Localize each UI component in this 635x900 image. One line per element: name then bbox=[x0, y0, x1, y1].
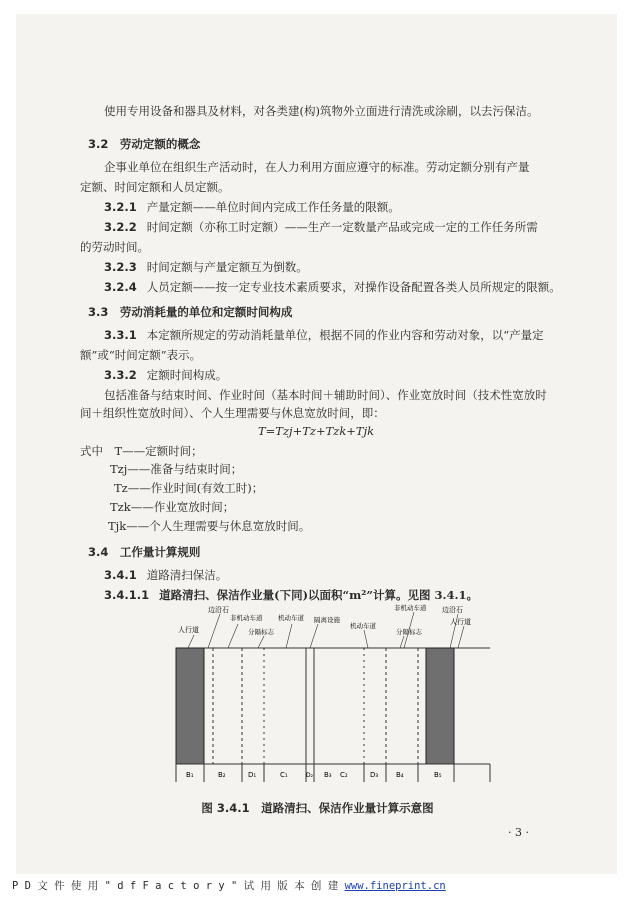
label-divider-left: 分隔标志 bbox=[248, 628, 274, 636]
formula-def-3: Tzk——作业宽放时间； bbox=[110, 500, 235, 514]
item-3-2-4 bbox=[104, 280, 561, 294]
dim-label-c2: C₂ bbox=[340, 771, 348, 779]
label-divider-right: 分隔标志 bbox=[396, 628, 422, 636]
s32-paragraph-line2: 定额、时间定额和人员定额。 bbox=[80, 180, 230, 194]
section-3-3-heading: 3.3 劳动消耗量的单位和定额时间构成 bbox=[88, 305, 293, 319]
item-3-3-1-cont: 额”或“时间定额”表示。 bbox=[80, 348, 202, 362]
label-sidewalk-right: 人行道 bbox=[450, 618, 471, 626]
dim-label-b4: B₄ bbox=[396, 771, 404, 779]
formula-where: 式中 T——定额时间； bbox=[80, 444, 203, 458]
dim-label-d2: D₂ bbox=[306, 772, 314, 779]
item-number: 3.3.2 bbox=[104, 368, 137, 382]
label-curb-right: 边沿石 bbox=[442, 606, 463, 614]
formula-def-4: Tjk——个人生理需要与休息宽放时间。 bbox=[108, 519, 311, 533]
label-sidewalk-left: 人行道 bbox=[178, 626, 199, 634]
left-sidewalk-block bbox=[176, 648, 204, 764]
label-nonmotor-left: 非机动车道 bbox=[230, 614, 263, 622]
leader-line bbox=[400, 636, 404, 648]
item-number: 3.2.2 bbox=[104, 220, 137, 234]
leader-line bbox=[258, 636, 264, 648]
dim-label-d3: D₃ bbox=[370, 771, 379, 779]
dim-label-c1: C₁ bbox=[280, 771, 288, 779]
label-barrier: 隔离设施 bbox=[314, 616, 340, 624]
dim-label-b1: B₁ bbox=[186, 771, 194, 779]
item-3-2-3 bbox=[104, 260, 308, 274]
item-number: 3.4.1 bbox=[104, 568, 137, 582]
leader-line bbox=[228, 624, 238, 648]
leader-line bbox=[458, 626, 464, 648]
s32-paragraph-line1: 企事业单位在组织生产活动时，在人力利用方面应遵守的标准。劳动定额分别有产量 bbox=[104, 160, 530, 174]
leader-line bbox=[208, 614, 220, 648]
formula-def-1: Tzj——准备与结束时间； bbox=[110, 462, 243, 476]
dim-label-b3: B₃ bbox=[324, 771, 332, 779]
section-3-4-heading: 3.4 工作量计算规则 bbox=[88, 545, 201, 559]
leader-line bbox=[310, 624, 318, 648]
item-text: 产量定额——单位时间内完成工作任务量的限额。 bbox=[146, 200, 400, 214]
item-3-2-2-cont: 的劳动时间。 bbox=[80, 240, 149, 254]
road-cross-section-diagram bbox=[168, 600, 498, 795]
item-text: 定额时间构成。 bbox=[146, 368, 228, 382]
right-sidewalk-block bbox=[426, 648, 454, 764]
formula: T=Tzj+Tz+Tzk+Tjk bbox=[258, 424, 375, 438]
item-number: 3.2.1 bbox=[104, 200, 137, 214]
item-number: 3.3.1 bbox=[104, 328, 137, 342]
label-motor-left: 机动车道 bbox=[278, 614, 304, 622]
s33-paragraph-line1: 包括准备与结束时间、作业时间（基本时间＋辅助时间）、作业宽放时间（技术性宽放时 bbox=[104, 388, 547, 402]
item-text: 时间定额（亦称工时定额）——生产一定数量产品或完成一定的工作任务所需 bbox=[146, 220, 538, 234]
item-number: 3.2.3 bbox=[104, 260, 137, 274]
item-text: 本定额所规定的劳动消耗量单位，根据不同的作业内容和劳动对象，以“产量定 bbox=[146, 328, 544, 342]
item-3-4-1 bbox=[104, 568, 227, 582]
dim-label-b2: B₂ bbox=[218, 771, 226, 779]
footer-text: P D 文 件 使 用 " d f F a c t o r y " 试 用 版 本 创 建 bbox=[12, 880, 345, 892]
formula-def-2: Tz——作业时间(有效工时)； bbox=[114, 481, 264, 495]
item-3-3-1 bbox=[104, 328, 544, 342]
item-text: 时间定额与产量定额互为倒数。 bbox=[146, 260, 308, 274]
label-motor-right: 机动车道 bbox=[350, 622, 376, 630]
item-text: 人员定额——按一定专业技术素质要求，对操作设备配置各类人员所规定的限额。 bbox=[146, 280, 561, 294]
item-text: 道路清扫保洁。 bbox=[146, 568, 228, 582]
leader-line bbox=[286, 624, 292, 648]
item-number: 3.4.1.1 bbox=[104, 588, 150, 602]
page-number: · 3 · bbox=[508, 826, 529, 839]
dim-label-b5: B₅ bbox=[434, 771, 442, 779]
item-text: 道路清扫、保洁作业量(下同)以面积“m²”计算。见图 3.4.1。 bbox=[159, 588, 478, 602]
item-3-3-2 bbox=[104, 368, 227, 382]
s33-paragraph-line2: 间＋组织性宽放时间）、个人生理需要与休息宽放时间，即： bbox=[80, 406, 385, 420]
figure-caption: 图 3.4.1 道路清扫、保洁作业量计算示意图 bbox=[201, 801, 434, 815]
footer-watermark bbox=[12, 878, 446, 893]
item-3-2-2 bbox=[104, 220, 538, 234]
item-number: 3.2.4 bbox=[104, 280, 137, 294]
dim-label-d1: D₁ bbox=[248, 771, 257, 779]
leader-line bbox=[188, 635, 194, 648]
footer-link[interactable]: www.fineprint.cn bbox=[344, 880, 446, 892]
item-3-2-1 bbox=[104, 200, 400, 214]
leader-line bbox=[364, 630, 368, 648]
intro-paragraph: 使用专用设备和器具及材料，对各类建(构)筑物外立面进行清洗或涂刷，以去污保洁。 bbox=[104, 104, 539, 118]
section-3-2-heading: 3.2 劳动定额的概念 bbox=[88, 137, 201, 151]
label-nonmotor-right: 非机动车道 bbox=[394, 604, 427, 612]
label-curb-left: 边沿石 bbox=[208, 606, 229, 614]
